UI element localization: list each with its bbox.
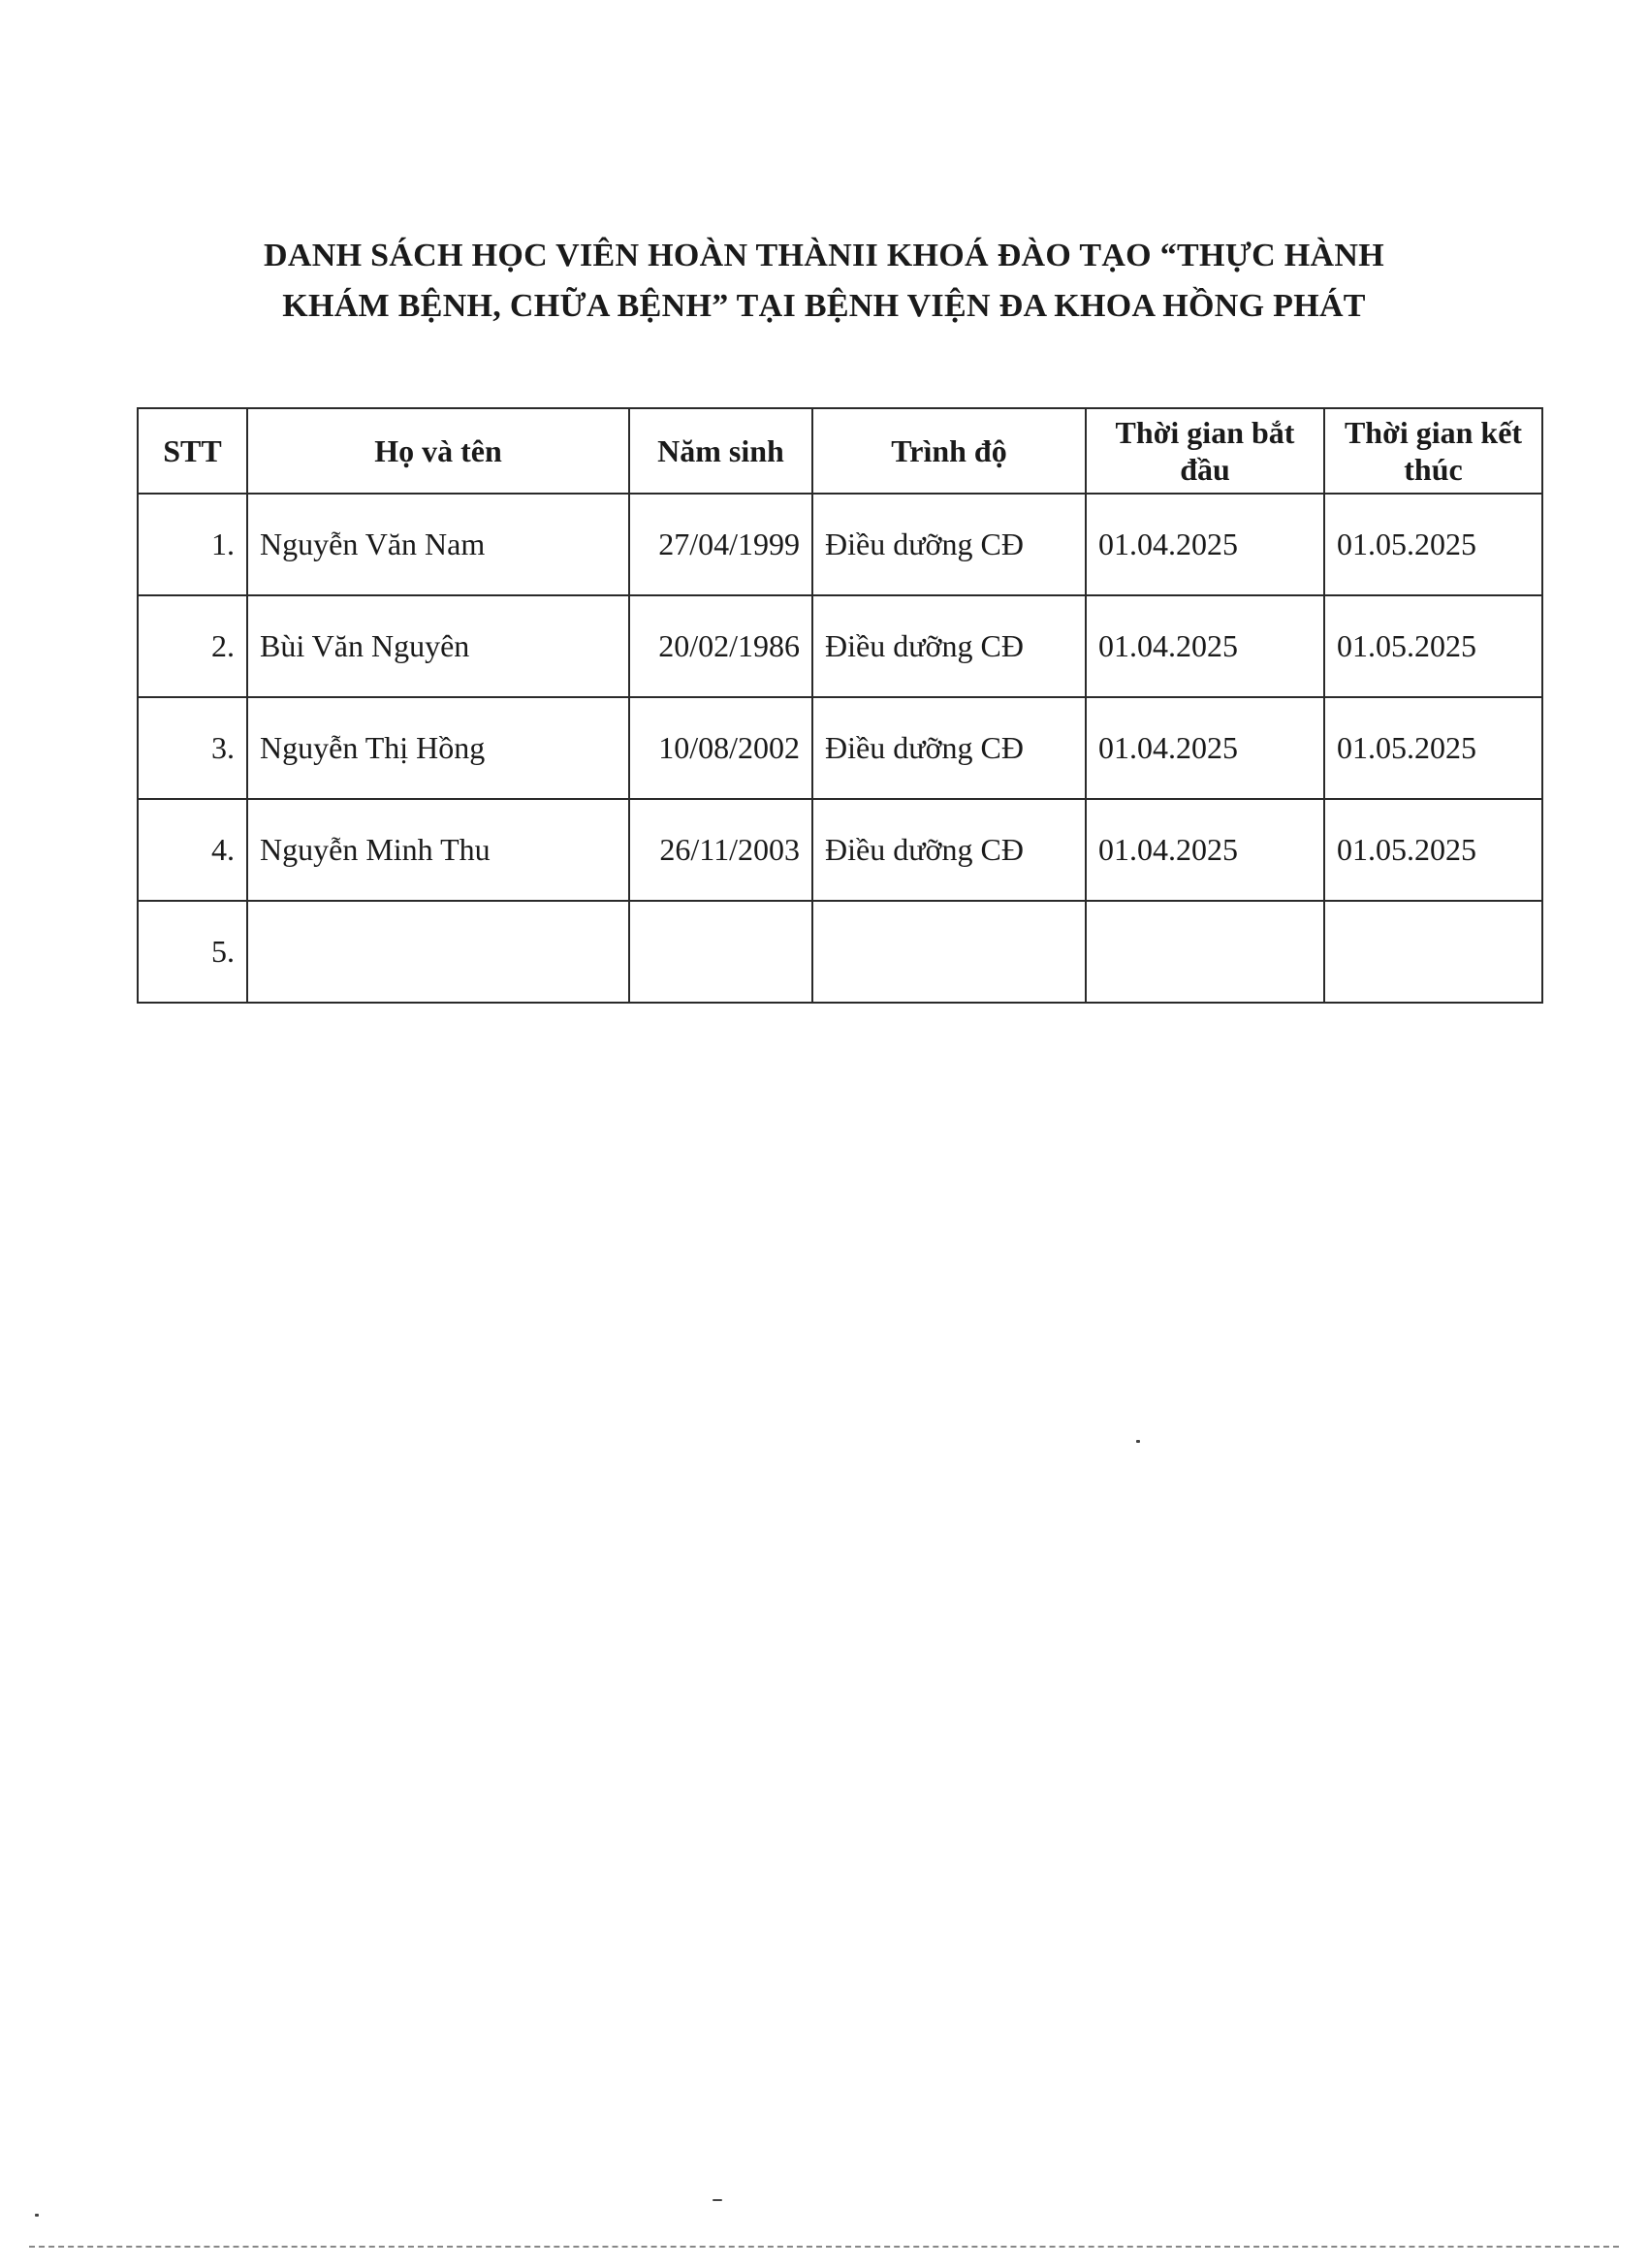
cell-stt: 3. bbox=[138, 697, 247, 799]
cell-dob: 26/11/2003 bbox=[629, 799, 812, 901]
header-name: Họ và tên bbox=[247, 408, 629, 494]
header-dob: Năm sinh bbox=[629, 408, 812, 494]
cell-stt: 2. bbox=[138, 595, 247, 697]
table-row bbox=[138, 799, 1542, 901]
scan-speck bbox=[1136, 1440, 1140, 1443]
header-end: Thời gian kết thúc bbox=[1324, 408, 1542, 494]
scan-speck bbox=[713, 2199, 722, 2201]
scan-edge-line bbox=[29, 2246, 1619, 2248]
cell-level: Điều dưỡng CĐ bbox=[812, 799, 1086, 901]
cell-name bbox=[247, 901, 629, 1003]
cell-start: 01.04.2025 bbox=[1086, 595, 1324, 697]
table-row bbox=[138, 595, 1542, 697]
header-start: Thời gian bắt đầu bbox=[1086, 408, 1324, 494]
document-title bbox=[0, 231, 1648, 332]
cell-start: 01.04.2025 bbox=[1086, 799, 1324, 901]
cell-name: Nguyễn Thị Hồng bbox=[247, 697, 629, 799]
cell-dob: 10/08/2002 bbox=[629, 697, 812, 799]
cell-level: Điều dưỡng CĐ bbox=[812, 595, 1086, 697]
cell-level: Điều dưỡng CĐ bbox=[812, 494, 1086, 595]
header-level: Trình độ bbox=[812, 408, 1086, 494]
cell-end bbox=[1324, 901, 1542, 1003]
cell-dob: 20/02/1986 bbox=[629, 595, 812, 697]
document-title-line-2: KHÁM BỆNH, CHỮA BỆNH” TẠI BỆNH VIỆN ĐA KHOA HỒNG PHÁT bbox=[282, 288, 1366, 324]
cell-end: 01.05.2025 bbox=[1324, 799, 1542, 901]
cell-dob bbox=[629, 901, 812, 1003]
cell-stt: 4. bbox=[138, 799, 247, 901]
table-row bbox=[138, 697, 1542, 799]
cell-end: 01.05.2025 bbox=[1324, 697, 1542, 799]
cell-end: 01.05.2025 bbox=[1324, 595, 1542, 697]
cell-name: Nguyễn Văn Nam bbox=[247, 494, 629, 595]
table-row bbox=[138, 494, 1542, 595]
cell-start: 01.04.2025 bbox=[1086, 494, 1324, 595]
trainee-table bbox=[137, 407, 1543, 1004]
cell-level: Điều dưỡng CĐ bbox=[812, 697, 1086, 799]
cell-dob: 27/04/1999 bbox=[629, 494, 812, 595]
table-header-row bbox=[138, 408, 1542, 494]
table-row bbox=[138, 901, 1542, 1003]
cell-name: Bùi Văn Nguyên bbox=[247, 595, 629, 697]
cell-start: 01.04.2025 bbox=[1086, 697, 1324, 799]
scan-speck bbox=[35, 2214, 39, 2217]
document-title-line-1: DANH SÁCH HỌC VIÊN HOÀN THÀNII KHOÁ ĐÀO TẠO “THỰC HÀNH bbox=[264, 238, 1384, 273]
cell-stt: 5. bbox=[138, 901, 247, 1003]
cell-start bbox=[1086, 901, 1324, 1003]
cell-level bbox=[812, 901, 1086, 1003]
cell-name: Nguyễn Minh Thu bbox=[247, 799, 629, 901]
header-stt: STT bbox=[138, 408, 247, 494]
cell-end: 01.05.2025 bbox=[1324, 494, 1542, 595]
cell-stt: 1. bbox=[138, 494, 247, 595]
